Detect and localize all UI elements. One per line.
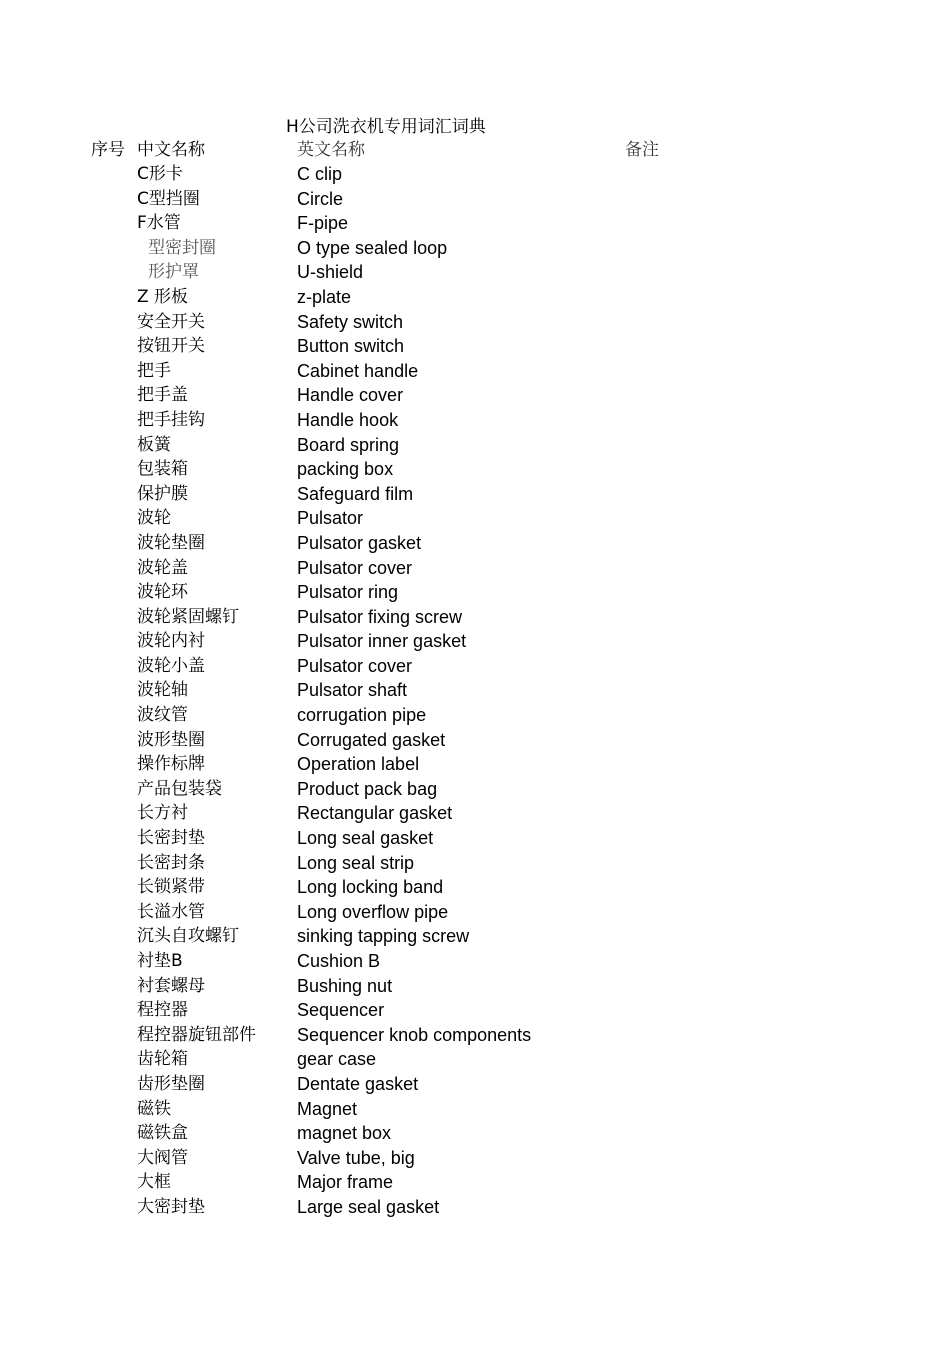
header-english-name: 英文名称 (297, 140, 365, 160)
table-row (0, 629, 950, 654)
english-term: Bushing nut (297, 975, 393, 996)
table-row (0, 580, 950, 605)
english-term: Pulsator (297, 508, 364, 529)
english-term: Pulsator cover (297, 655, 413, 676)
english-term: Pulsator inner gasket (297, 631, 467, 652)
chinese-term: 型密封圈 (148, 237, 216, 258)
chinese-term: 安全开关 (137, 311, 205, 332)
table-row (0, 457, 950, 482)
table-row (0, 310, 950, 335)
chinese-term: C型挡圈 (137, 188, 200, 209)
chinese-term: 形护罩 (148, 262, 199, 283)
english-term: Magnet (297, 1098, 358, 1119)
english-term: Cabinet handle (297, 360, 419, 381)
table-row (0, 531, 950, 556)
chinese-term: 波轮环 (137, 582, 188, 603)
english-term: Circle (297, 188, 344, 209)
chinese-term: C形卡 (137, 164, 183, 184)
english-term: Handle hook (297, 409, 399, 430)
table-row (0, 482, 950, 507)
table-row (0, 801, 950, 826)
table-row (0, 236, 950, 261)
english-term: Sequencer (297, 1000, 385, 1021)
chinese-term: 大密封垫 (137, 1196, 205, 1217)
english-term: Long locking band (297, 877, 444, 898)
chinese-term: 波轮垫圈 (137, 532, 205, 553)
chinese-term: 把手盖 (137, 385, 188, 406)
english-term: Safety switch (297, 311, 404, 332)
english-term: Long seal gasket (297, 828, 434, 849)
chinese-term: 程控器 (137, 1000, 188, 1021)
english-term: Safeguard film (297, 483, 414, 504)
english-term: sinking tapping screw (297, 926, 470, 947)
chinese-term: 齿形垫圈 (137, 1073, 205, 1094)
english-term: Long seal strip (297, 852, 415, 873)
chinese-term: 按钮开关 (137, 336, 205, 357)
chinese-term: 波轮内衬 (137, 631, 205, 652)
vocabulary-table (0, 162, 950, 1220)
table-row (0, 211, 950, 236)
table-row (0, 900, 950, 925)
chinese-term: 波轮盖 (137, 557, 188, 578)
chinese-term: 大阀管 (137, 1147, 188, 1168)
chinese-term: 把手 (137, 360, 171, 381)
table-row (0, 433, 950, 458)
table-row (0, 383, 950, 408)
chinese-term: 长密封垫 (137, 828, 205, 849)
chinese-term: 磁铁盒 (137, 1123, 188, 1144)
chinese-term: 沉头自攻螺钉 (137, 926, 239, 947)
chinese-term: F水管 (137, 213, 181, 234)
table-row (0, 1097, 950, 1122)
table-row (0, 605, 950, 630)
chinese-term: 包装箱 (137, 459, 188, 480)
english-term: Pulsator shaft (297, 680, 408, 701)
english-term: packing box (297, 459, 394, 480)
table-row (0, 728, 950, 753)
chinese-term: 长密封条 (137, 852, 205, 873)
english-term: Valve tube, big (297, 1147, 415, 1168)
chinese-term: 大框 (137, 1172, 171, 1193)
english-term: magnet box (297, 1123, 392, 1144)
table-row (0, 777, 950, 802)
chinese-term: 波纹管 (137, 705, 188, 726)
chinese-term: 保护膜 (137, 483, 188, 504)
table-row (0, 285, 950, 310)
chinese-term: 长方衬 (137, 803, 188, 824)
chinese-term: 长锁紧带 (137, 877, 205, 898)
table-row (0, 556, 950, 581)
table-row (0, 408, 950, 433)
table-row (0, 875, 950, 900)
table-row (0, 974, 950, 999)
chinese-term: 波轮紧固螺钉 (137, 606, 239, 627)
chinese-term: 把手挂钩 (137, 409, 205, 430)
table-row (0, 187, 950, 212)
english-term: Large seal gasket (297, 1196, 440, 1217)
chinese-term: 衬垫B (137, 951, 183, 971)
table-row (0, 826, 950, 851)
table-row (0, 949, 950, 974)
english-term: gear case (297, 1049, 377, 1070)
chinese-term: 长溢水管 (137, 901, 205, 922)
english-term: Corrugated gasket (297, 729, 446, 750)
table-row (0, 359, 950, 384)
header-chinese-name: 中文名称 (137, 140, 205, 160)
chinese-term: 操作标牌 (137, 754, 205, 775)
english-term: Sequencer knob components (297, 1024, 532, 1045)
table-row (0, 998, 950, 1023)
table-row (0, 678, 950, 703)
table-row (0, 1023, 950, 1048)
english-term: Pulsator fixing screw (297, 606, 463, 627)
chinese-term: 程控器旋钮部件 (137, 1024, 256, 1045)
english-term: Board spring (297, 434, 400, 455)
table-row (0, 506, 950, 531)
english-term: Rectangular gasket (297, 803, 453, 824)
english-term: corrugation pipe (297, 705, 427, 726)
table-row (0, 162, 950, 187)
chinese-term: 衬套螺母 (137, 975, 205, 996)
chinese-term: 波轮小盖 (137, 655, 205, 676)
chinese-term: 板簧 (137, 434, 171, 455)
english-term: C clip (297, 164, 343, 184)
english-term: Pulsator gasket (297, 532, 422, 553)
english-term: Major frame (297, 1172, 394, 1193)
table-row (0, 1195, 950, 1220)
english-term: O type sealed loop (297, 237, 448, 258)
table-row (0, 924, 950, 949)
table-row (0, 1047, 950, 1072)
table-row (0, 260, 950, 285)
header-note: 备注 (625, 140, 659, 160)
chinese-term: 波形垫圈 (137, 729, 205, 750)
english-term: Button switch (297, 336, 405, 357)
table-row (0, 1146, 950, 1171)
english-term: U-shield (297, 262, 364, 283)
english-term: Pulsator cover (297, 557, 413, 578)
table-row (0, 703, 950, 728)
table-row (0, 752, 950, 777)
table-row (0, 1072, 950, 1097)
english-term: Product pack bag (297, 778, 438, 799)
english-term: Long overflow pipe (297, 901, 449, 922)
table-row (0, 1121, 950, 1146)
document-title: H公司洗衣机专用词汇词典 (286, 117, 486, 137)
table-row (0, 334, 950, 359)
chinese-term: 波轮 (137, 508, 171, 529)
english-term: Handle cover (297, 385, 404, 406)
header-serial-number: 序号 (91, 140, 125, 160)
table-row (0, 851, 950, 876)
table-row (0, 1170, 950, 1195)
english-term: Pulsator ring (297, 582, 399, 603)
english-term: F-pipe (297, 213, 349, 234)
english-term: Cushion B (297, 951, 381, 971)
english-term: Operation label (297, 754, 420, 775)
chinese-term: 产品包装袋 (137, 778, 222, 799)
table-row (0, 654, 950, 679)
chinese-term: 齿轮箱 (137, 1049, 188, 1070)
english-term: Dentate gasket (297, 1073, 419, 1094)
chinese-term: 波轮轴 (137, 680, 188, 701)
chinese-term: 磁铁 (137, 1098, 171, 1119)
chinese-term: Z 形板 (137, 286, 189, 307)
english-term: z-plate (297, 286, 352, 307)
